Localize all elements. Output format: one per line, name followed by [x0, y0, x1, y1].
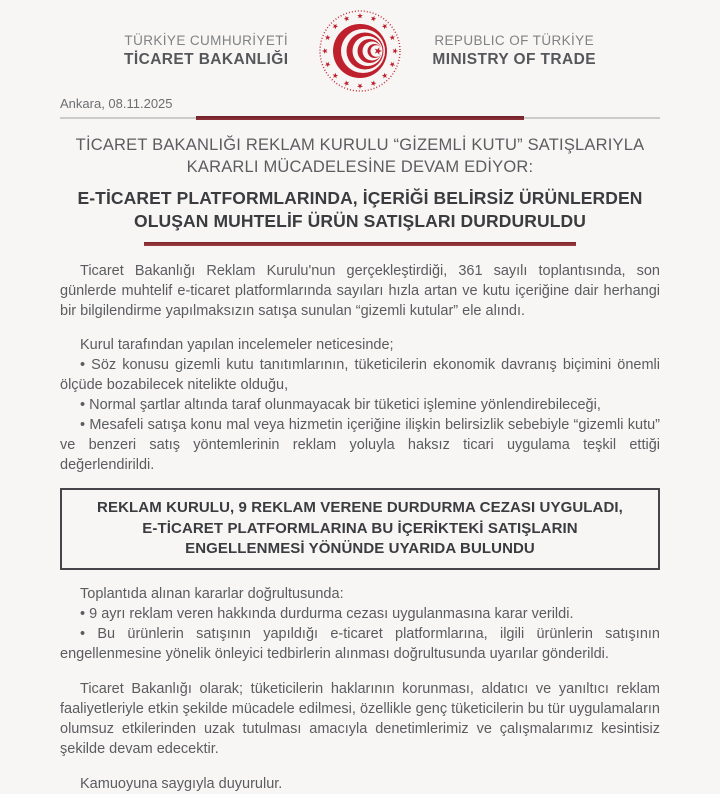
box-line-3: ENGELLENMESİ YÖNÜNDE UYARIDA BULUNDU	[185, 540, 535, 557]
decision-highlight-box	[60, 488, 660, 570]
org-line-ministry-tr: TİCARET BAKANLIĞI	[124, 50, 289, 68]
release-body	[60, 261, 660, 794]
decisions-section	[60, 584, 660, 664]
decision-item: • 9 ayrı reklam veren hakkında durdurma cezası uygulanmasına karar verildi.	[80, 605, 574, 622]
org-name-turkish	[124, 33, 288, 69]
headline-divider	[144, 242, 576, 246]
headline-title	[60, 187, 660, 233]
findings-intro: Kurul tarafından yapılan incelemeler neticesinde;	[80, 337, 394, 353]
headline-line-1: E-TİCARET PLATFORMLARINDA, İÇERİĞİ BELİRSİZ ÜRÜNLERDEN	[77, 188, 643, 208]
press-release-page	[60, 0, 660, 794]
closing-paragraph: Ticaret Bakanlığı olarak; tüketicilerin haklarının korunması, aldatıcı ve yanıltıcı reklam faaliyetleriyle etkin şekilde mücadele edilmesi, özellikle genç tüketicilerin bu tür uygulamaların olumsuz etkilerinden uzak tutulması amacıyla denetimlerimiz ve çalışmalarımız kesintisiz şekilde devam edecektir.	[60, 680, 660, 757]
kicker-line-1: TİCARET BAKANLIĞI REKLAM KURULU “GİZEMLİ KUTU” SATIŞLARIYLA	[75, 136, 645, 154]
dateline: Ankara, 08.11.2025	[60, 96, 173, 111]
ministry-of-trade-logo-icon	[318, 9, 402, 93]
intro-paragraph: Ticaret Bakanlığı Reklam Kurulu'nun gerçekleştirdiği, 361 sayılı toplantısında, son günlerde muhtelif e-ticaret platformlarında sayıları hızla artan ve kutu içeriğine dair herhangi bir bilgilendirme yapılmaksızın satışa sunulan “gizemli kutular” ele alındı.	[60, 263, 660, 319]
org-name-english	[432, 33, 596, 69]
signoff: Kamuoyuna saygıyla duyurulur.	[80, 775, 283, 792]
header-divider-red	[196, 116, 524, 120]
header-divider	[60, 115, 660, 120]
finding-item: • Mesafeli satışa konu mal veya hizmetin içeriğine ilişkin belirsizlik sebebiyle “gizemli kutu” ve benzeri satış yöntemlerinin reklam yoluyla haksız ticari uygulama teşkil ettiği değerlendirildi.	[60, 417, 660, 473]
kicker-line-2: KARARLI MÜCADELESİNE DEVAM EDİYOR:	[186, 157, 534, 176]
box-line-2: E-TİCARET PLATFORMLARINA BU İÇERİKTEKİ SATIŞLARIN	[142, 519, 578, 537]
findings-section	[60, 335, 660, 475]
finding-item: • Söz konusu gizemli kutu tanıtımlarının, tüketicilerin ekonomik davranış biçimini önemli ölçüde bozabilecek nitelikte olduğu,	[60, 357, 660, 393]
decision-item: • Bu ürünlerin satışının yapıldığı e-ticaret platformlarına, ilgili ürünlerin satışının engellenmesine yönelik önleyici tedbirlerin alınması doğrultusunda uyarılar gönderildi.	[60, 625, 660, 662]
org-line-republic-en: REPUBLIC OF TÜRKİYE	[434, 32, 594, 48]
finding-item: • Normal şartlar altında taraf olunmayacak bir tüketici işlemine yönlendirebileceği,	[80, 397, 601, 413]
kicker-title	[60, 135, 660, 178]
headline-line-2: OLUŞAN MUHTELİF ÜRÜN SATIŞLARI DURDURULDU	[134, 211, 586, 231]
org-line-republic-tr: TÜRKİYE CUMHURİYETİ	[124, 32, 289, 48]
decisions-intro: Toplantıda alınan kararlar doğrultusunda:	[80, 585, 344, 602]
box-line-1: REKLAM KURULU, 9 REKLAM VERENE DURDURMA CEZASI UYGULADI,	[97, 499, 623, 516]
masthead	[60, 8, 660, 94]
org-line-ministry-en: MINISTRY OF TRADE	[432, 50, 596, 68]
